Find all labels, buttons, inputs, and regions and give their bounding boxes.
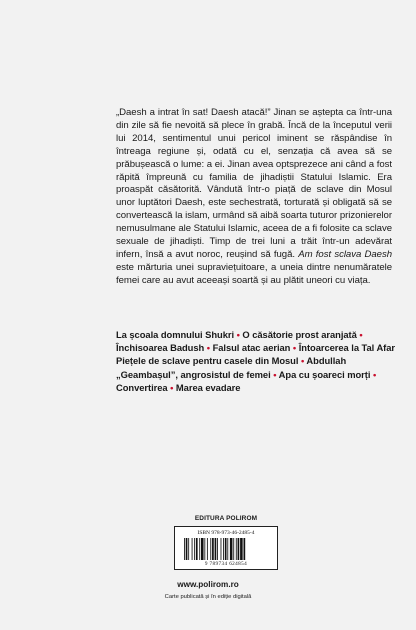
digital-edition-note: Carte publicată și în ediție digitală xyxy=(164,594,252,600)
barcode-bar xyxy=(212,538,214,560)
publisher-block xyxy=(171,515,281,570)
barcode-number: 9 789734 624854 xyxy=(204,561,248,567)
chapter-item: Întoarcerea la Tal Afar xyxy=(298,342,396,354)
blurb-text: „Daesh a intrat în sat! Daesh atacă!” Jinan se aștepta ca într-una din zile să fie nevoită să plece în grabă. Încă de la începutul verii lui 2014, sentimentul unui pericol iminent se răspândise în întreaga regiune și, odată cu el, senzația că avea să se prăbușească o lume: a ei. Jinan avea optsprezece ani când a fost răpită împreună cu familia de jihadiștii Statului Islamic. Era proaspăt căsătorită. Vândută într-o piață de sclave din Mosul unor luptători Daesh, este sechestrată, torturată și obligată să se convertească la islam, urmând să aibă soarta tuturor prizonierelor nemusulmane ale Statului Islamic, aceea de a fi folosite ca sclave sexuale de jihadiști. Timp de trei luni a trăit într-un adevărat infern, însă a avut noroc, reușind să fugă. xyxy=(116,107,392,260)
barcode-bar xyxy=(238,538,240,560)
barcode-bar xyxy=(244,538,246,560)
barcode-bar xyxy=(236,538,237,560)
barcode-graphic xyxy=(182,538,270,560)
chapter-item: Falsul atac aerian xyxy=(212,342,291,354)
barcode-bar xyxy=(204,538,205,560)
chapter-item: Închisoarea Badush xyxy=(116,342,205,354)
barcode-bar xyxy=(199,538,200,560)
barcode-bar xyxy=(223,538,224,560)
bullet-separator: • xyxy=(292,342,297,354)
bullet-separator: • xyxy=(300,355,305,367)
blurb-text-end: este mărturia unei supraviețuitoare, a uneia dintre nenumăratele femei care au avut aceeași soartă și au plătit uneori cu viața. xyxy=(116,261,392,286)
barcode-bar xyxy=(217,538,218,560)
bullet-separator: • xyxy=(273,368,277,380)
barcode-bar xyxy=(233,538,234,560)
chapter-item: Marea evadare xyxy=(175,381,241,393)
chapter-item: O căsătorie prost aranjată xyxy=(242,329,357,340)
barcode-bar xyxy=(210,538,211,560)
barcode-bar xyxy=(194,538,195,560)
bullet-separator: • xyxy=(206,342,210,354)
publisher-name: EDITURA POLIROM xyxy=(194,515,258,522)
barcode-bar xyxy=(215,538,217,560)
barcode-bar xyxy=(184,538,185,560)
barcode-bar xyxy=(221,538,222,560)
bullet-separator: • xyxy=(170,381,174,393)
barcode-box xyxy=(174,526,278,570)
publisher-website: www.polirom.ro xyxy=(177,580,239,589)
barcode-bar xyxy=(192,538,193,560)
barcode-bar xyxy=(186,538,188,560)
barcode-bar xyxy=(207,538,208,560)
barcode-bar xyxy=(225,538,227,560)
chapter-item: Convertirea xyxy=(116,381,168,393)
barcode-bar xyxy=(196,538,198,560)
bullet-separator: • xyxy=(359,329,363,340)
barcode-bar xyxy=(227,538,228,560)
barcode-bar xyxy=(240,538,243,560)
chapter-list xyxy=(116,328,396,394)
blurb-paragraph xyxy=(116,107,392,288)
barcode-bar xyxy=(188,538,189,560)
bullet-separator: • xyxy=(236,329,240,340)
book-title-italic: Am fost sclava Daesh xyxy=(298,248,392,260)
barcode-bar xyxy=(230,538,233,560)
bullet-separator: • xyxy=(372,368,377,380)
chapter-item: La școala domnului Shukri xyxy=(116,329,235,340)
chapter-item: Abdullah „Geambașul”, angrosistul de femei xyxy=(116,355,347,380)
chapter-item: Piețele de sclave pentru casele din Mosul xyxy=(116,355,299,367)
barcode-bar xyxy=(201,538,204,560)
chapter-item: Apa cu șoareci morți xyxy=(278,368,371,380)
isbn-text: ISBN 978-973-46-2485-4 xyxy=(197,530,255,536)
